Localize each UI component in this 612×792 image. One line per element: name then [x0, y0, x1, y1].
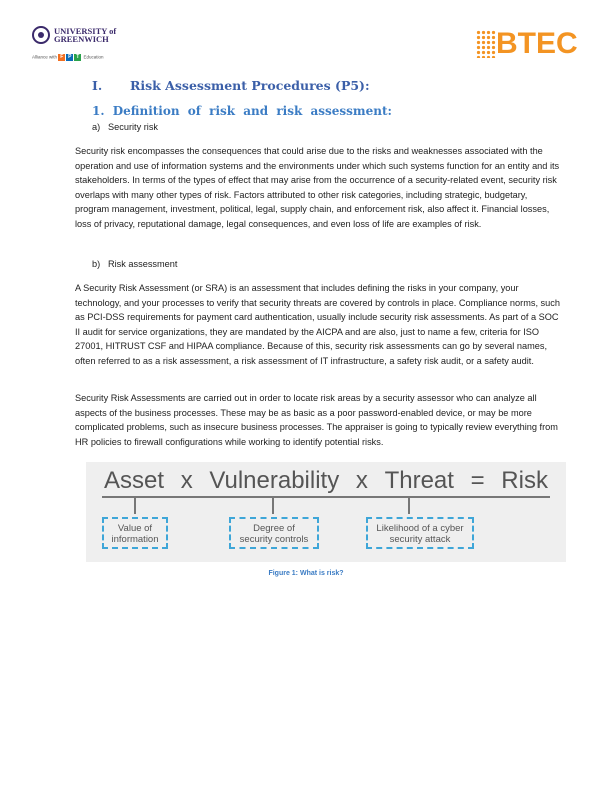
university-crest-icon [32, 26, 50, 44]
alliance-suffix: Education [83, 54, 104, 60]
connector-line [408, 498, 410, 514]
equation-term: Risk [501, 467, 548, 494]
equation-term: Threat [384, 467, 454, 494]
btec-logo [476, 26, 588, 66]
university-name-line1: UNIVERSITY of [54, 26, 117, 36]
box-line: information [111, 534, 159, 545]
subsection-word: assessment: [310, 104, 392, 118]
btec-dots-icon [476, 30, 496, 58]
list-item-text: Security risk [108, 122, 159, 132]
paragraph-sra-process: Security Risk Assessments are carried out in order to locate risk areas by a security assessor who can analyze all aspects of the business processes. These may be as basic as a poor password-enabled device, or may be more complicated problems, such as insecure business processes. The appraiser is going to typically review everything from HR policies to firewall configurations while working to identify potential risks. [75, 393, 558, 447]
connector-line [272, 498, 274, 514]
university-name [54, 27, 116, 43]
fpt-logo-icon: F P T [60, 54, 80, 60]
equation-operator: = [470, 467, 485, 494]
subsection-word: 1. Definition [92, 104, 180, 118]
equation-underline [102, 496, 550, 498]
list-item-b [92, 259, 177, 269]
risk-equation [104, 467, 548, 495]
list-item-a [92, 122, 158, 132]
alliance-prefix: Alliance with [32, 54, 58, 60]
subsection-word: and [243, 104, 269, 118]
paragraph-security-risk: Security risk encompasses the consequences that could arise due to the risks and weaknesses associated with the operation and use of information systems and the environments under which such systems function for an entity and its stakeholders. In terms of the types of effect that may arise from the occurrence of a security-related event, security risk overlaps with many other types of risk. Factors attributed to other risk categories, including strategic, budgetary, program management, investment, political, legal, supply chain, and enforcement risk, also affect it. Financial losses, loss of privacy, reputational damage, legal consequences, and even loss of life are examples of risk. [75, 146, 560, 229]
section-heading [92, 78, 370, 93]
subsection-word: of [187, 104, 201, 118]
equation-operator: x [355, 467, 368, 494]
subsection-heading [92, 104, 392, 118]
box-line: security controls [239, 534, 309, 545]
equation-operator: x [180, 467, 193, 494]
figure-caption: Figure 1: What is risk? [268, 570, 344, 577]
risk-equation-figure [86, 462, 566, 562]
asset-box [102, 517, 168, 549]
equation-term: Vulnerability [209, 467, 340, 494]
list-item-text: Risk assessment [108, 259, 178, 269]
box-line: Degree of [253, 523, 295, 534]
connector-line [134, 498, 136, 514]
university-logo [32, 26, 122, 48]
section-number: I. [92, 78, 103, 93]
box-line: security attack [389, 534, 451, 545]
paragraph-risk-assessment: A Security Risk Assessment (or SRA) is an assessment that includes defining the risks in your company, your technology, and your processes to verify that security threats are covered by controls in place. Compliance norms, such as PCI-DSS requirements for payment card authentication, usually include security risk assessments. As part of a SOC II audit for service organizations, they are mandated by the AICPA and are also, just to name a few, criteria for ISO 27001, HITRUST CSF and HIPAA compliance. Because of this, security risk assessments can go by several names, often referred to as a risk assessment, a risk assessment of IT infrastructure, a safety risk audit, or a safety audit. [75, 283, 560, 366]
page-header [0, 0, 612, 70]
vulnerability-box [229, 517, 319, 549]
equation-term: Asset [104, 467, 165, 494]
subsection-word: risk [209, 104, 236, 118]
btec-text: BTEC [496, 27, 578, 60]
university-name-line2: GREENWICH [54, 34, 109, 44]
subsection-word: risk [276, 104, 303, 118]
threat-box [366, 517, 474, 549]
box-line: Value of [117, 523, 153, 534]
box-line: Likelihood of a cyber [376, 523, 464, 534]
list-item-label: b) [92, 259, 101, 269]
list-item-label: a) [92, 122, 101, 132]
section-title: Risk Assessment Procedures (P5): [130, 78, 370, 93]
alliance-line [32, 54, 104, 61]
